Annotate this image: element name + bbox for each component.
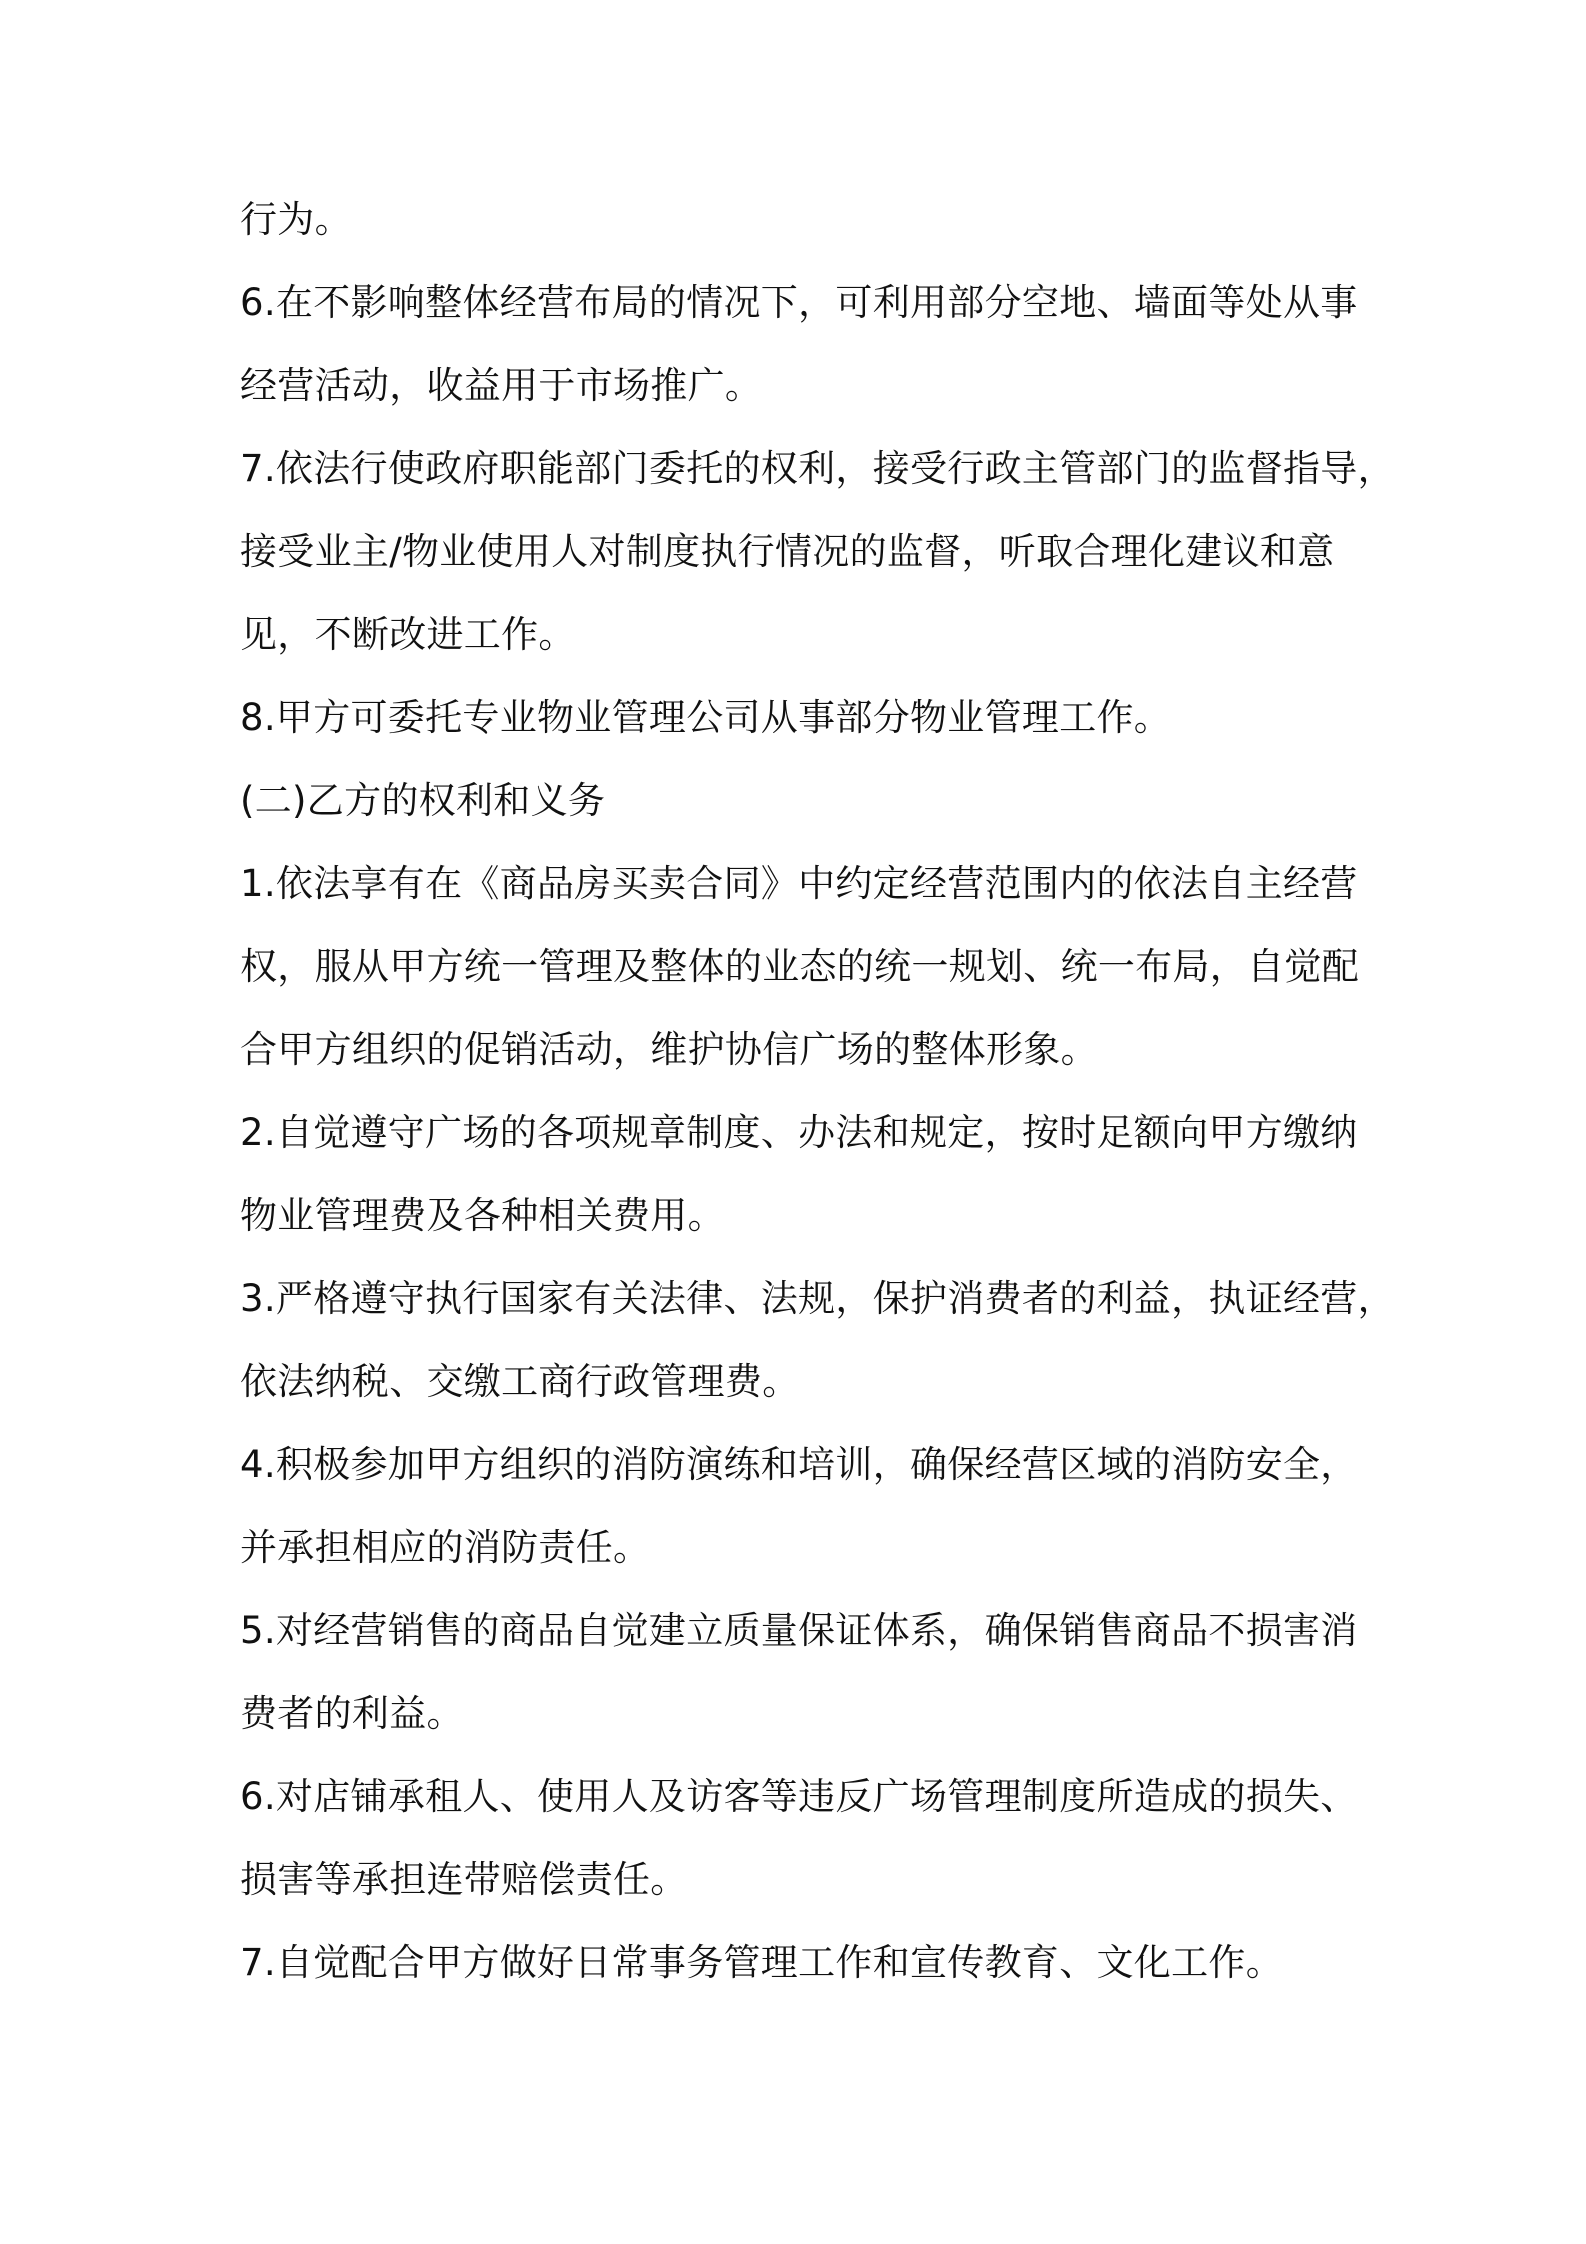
text-line: 见，不断改进工作。: [240, 613, 576, 656]
text-line: 2.自觉遵守广场的各项规章制度、办法和规定，按时足额向甲方缴纳: [240, 1111, 1358, 1154]
text-line: 行为。: [240, 198, 352, 241]
text-line: 6.对店铺承租人、使用人及访客等违反广场管理制度所造成的损失、: [240, 1775, 1358, 1818]
text-line: 1.依法享有在《商品房买卖合同》中约定经营范围内的依法自主经营: [240, 862, 1358, 905]
text-line: 8.甲方可委托专业物业管理公司从事部分物业管理工作。: [240, 696, 1172, 739]
text-line: 依法纳税、交缴工商行政管理费。: [240, 1360, 800, 1403]
text-line: 7.依法行使政府职能部门委托的权利，接受行政主管部门的监督指导，: [240, 447, 1395, 490]
text-line: 损害等承担连带赔偿责任。: [240, 1858, 688, 1901]
text-line: 合甲方组织的促销活动，维护协信广场的整体形象。: [240, 1028, 1098, 1071]
text-line: 5.对经营销售的商品自觉建立质量保证体系，确保销售商品不损害消: [240, 1609, 1358, 1652]
text-line: 经营活动，收益用于市场推广。: [240, 364, 763, 407]
document-page: [240, 195, 1395, 2021]
text-line: 权，服从甲方统一管理及整体的业态的统一规划、统一布局，自觉配: [240, 945, 1359, 988]
text-line: 并承担相应的消防责任。: [240, 1526, 651, 1569]
text-line: 接受业主/物业使用人对制度执行情况的监督，听取合理化建议和意: [240, 530, 1335, 573]
text-line: 6.在不影响整体经营布局的情况下，可利用部分空地、墙面等处从事: [240, 281, 1358, 324]
text-line: 7.自觉配合甲方做好日常事务管理工作和宣传教育、文化工作。: [240, 1941, 1283, 1984]
section-heading: (二)乙方的权利和义务: [240, 779, 606, 822]
text-line: 物业管理费及各种相关费用。: [240, 1194, 725, 1237]
text-line: 费者的利益。: [240, 1692, 464, 1735]
text-line: 4.积极参加甲方组织的消防演练和培训，确保经营区域的消防安全，: [240, 1443, 1358, 1486]
text-line: 3.严格遵守执行国家有关法律、法规，保护消费者的利益，执证经营，: [240, 1277, 1395, 1320]
